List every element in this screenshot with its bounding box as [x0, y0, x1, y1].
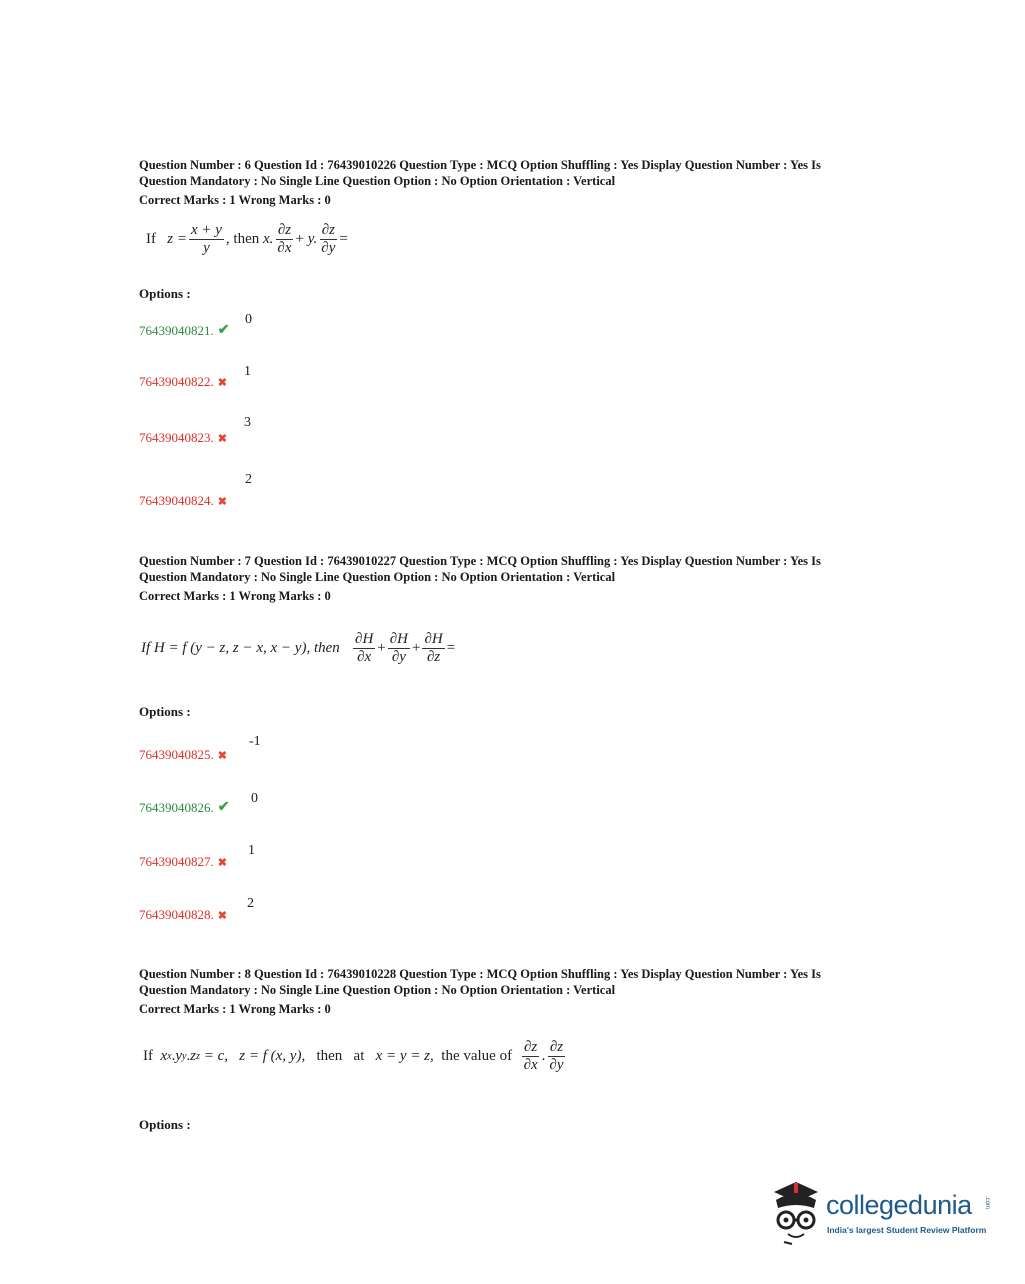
- brand-tagline: India's largest Student Review Platform: [827, 1225, 987, 1235]
- cross-icon: ✖: [217, 432, 227, 445]
- option-value: 1: [244, 364, 251, 379]
- fraction: [422, 631, 444, 666]
- formula-text: +: [295, 231, 304, 247]
- formula-text: .: [541, 1048, 546, 1064]
- option-row[interactable]: [139, 854, 227, 870]
- option-value: 2: [247, 896, 254, 911]
- fraction: [522, 1039, 540, 1074]
- formula-text: ∂y: [549, 1057, 564, 1073]
- formula-text: y: [175, 1048, 183, 1064]
- question-8-formula: [143, 1039, 568, 1074]
- formula-text: z =: [167, 231, 187, 247]
- formula-text: ∂y: [321, 240, 336, 256]
- check-icon: ✔: [217, 323, 230, 338]
- option-id: 76439040824.: [139, 493, 214, 508]
- option-row[interactable]: [139, 907, 227, 923]
- formula-text: y: [182, 1051, 187, 1062]
- fraction: [189, 222, 224, 257]
- fraction: [388, 631, 410, 666]
- formula-text: .: [171, 1048, 176, 1064]
- formula-text: ∂H: [355, 631, 374, 647]
- question-meta-line2: Question Mandatory : No Single Line Question Option : No Option Orientation : Vertical: [139, 983, 616, 997]
- formula-text: x: [160, 1048, 168, 1064]
- formula-text: = c,: [203, 1048, 229, 1064]
- option-row[interactable]: [139, 374, 227, 390]
- formula-text: ∂H: [424, 631, 443, 647]
- cross-icon: ✖: [217, 909, 227, 922]
- question-7-header: [139, 553, 909, 604]
- question-marks: Correct Marks : 1 Wrong Marks : 0: [139, 193, 331, 207]
- question-marks: Correct Marks : 1 Wrong Marks : 0: [139, 1002, 331, 1016]
- question-8-header: [139, 966, 909, 1017]
- options-label: Options :: [139, 286, 191, 301]
- formula-text: ∂z: [426, 649, 441, 665]
- option-value: -1: [249, 734, 261, 749]
- cross-icon: ✖: [217, 495, 227, 508]
- option-id: 76439040822.: [139, 374, 214, 389]
- fraction: [547, 1039, 565, 1074]
- formula-text: If: [143, 1048, 153, 1064]
- formula-text: ∂x: [523, 1057, 538, 1073]
- mascot-icon: [768, 1178, 824, 1248]
- check-icon: ✔: [217, 800, 230, 815]
- formula-text: If: [146, 231, 156, 247]
- options-label: Options :: [139, 704, 191, 719]
- option-row[interactable]: [139, 322, 229, 339]
- formula-text: =: [339, 231, 348, 247]
- question-7-formula: [141, 631, 455, 666]
- formula-text: z: [196, 1051, 200, 1062]
- formula-text: ∂x: [357, 649, 372, 665]
- question-marks: Correct Marks : 1 Wrong Marks : 0: [139, 589, 331, 603]
- cross-icon: ✖: [217, 376, 227, 389]
- formula-text: x = y = z,: [375, 1048, 434, 1064]
- formula-text: x + y: [190, 222, 222, 238]
- option-value: 0: [245, 312, 252, 327]
- option-value: 0: [251, 791, 258, 806]
- formula-text: z = f (x, y),: [239, 1048, 306, 1064]
- option-id: 76439040828.: [139, 907, 214, 922]
- brand-name: collegedunia: [826, 1190, 972, 1220]
- option-value: 1: [248, 843, 255, 858]
- option-row[interactable]: [139, 430, 227, 446]
- formula-text: ∂y: [391, 649, 406, 665]
- formula-text: ∂z: [549, 1039, 564, 1055]
- formula-text: +: [412, 640, 421, 656]
- question-6-formula: [146, 222, 348, 257]
- formula-text: y.: [307, 231, 318, 247]
- option-value: 2: [245, 472, 252, 487]
- formula-text: If H = f (y − z, z − x, x − y), then: [141, 640, 340, 656]
- question-6-header: [139, 157, 909, 208]
- cross-icon: ✖: [217, 749, 227, 762]
- question-meta-line1: Question Number : 7 Question Id : 76439010227 Question Type : MCQ Option Shuffling : Yes Display Question Number : Yes Is: [139, 554, 821, 568]
- option-id: 76439040823.: [139, 430, 214, 445]
- option-id: 76439040827.: [139, 854, 214, 869]
- formula-text: y: [203, 240, 210, 256]
- option-id: 76439040825.: [139, 747, 214, 762]
- question-meta-line2: Question Mandatory : No Single Line Question Option : No Option Orientation : Vertical: [139, 174, 616, 188]
- formula-text: then at: [316, 1048, 365, 1064]
- option-row[interactable]: [139, 493, 227, 509]
- formula-text: =: [446, 640, 456, 656]
- formula-text: .: [186, 1048, 191, 1064]
- options-label: Options :: [139, 1117, 191, 1132]
- formula-text: the value of: [441, 1048, 513, 1064]
- question-meta-line1: Question Number : 6 Question Id : 76439010226 Question Type : MCQ Option Shuffling : Yes Display Question Number : Yes Is: [139, 158, 821, 172]
- formula-text: x: [167, 1051, 172, 1062]
- formula-text: z: [190, 1048, 197, 1064]
- option-id: 76439040826.: [139, 799, 214, 815]
- option-id: 76439040821.: [139, 322, 214, 338]
- formula-text: +: [377, 640, 386, 656]
- option-value: 3: [244, 415, 251, 430]
- formula-text: ∂x: [277, 240, 292, 256]
- formula-text: ∂z: [524, 1039, 538, 1055]
- fraction: [353, 631, 375, 666]
- formula-text: ∂z: [321, 222, 335, 238]
- collegedunia-logo: [768, 1178, 998, 1248]
- cross-icon: ✖: [217, 856, 227, 869]
- fraction: [275, 222, 293, 257]
- question-meta-line1: Question Number : 8 Question Id : 76439010228 Question Type : MCQ Option Shuffling : Yes Display Question Number : Yes Is: [139, 967, 821, 981]
- formula-text: ∂H: [389, 631, 408, 647]
- brand-domain: .com: [984, 1196, 990, 1210]
- fraction: [319, 222, 337, 257]
- formula-text: x.: [262, 231, 274, 247]
- question-meta-line2: Question Mandatory : No Single Line Question Option : No Option Orientation : Vertical: [139, 570, 616, 584]
- formula-text: , then: [225, 231, 260, 247]
- option-row[interactable]: [139, 747, 227, 763]
- formula-text: ∂z: [277, 222, 292, 238]
- option-row[interactable]: [139, 799, 229, 816]
